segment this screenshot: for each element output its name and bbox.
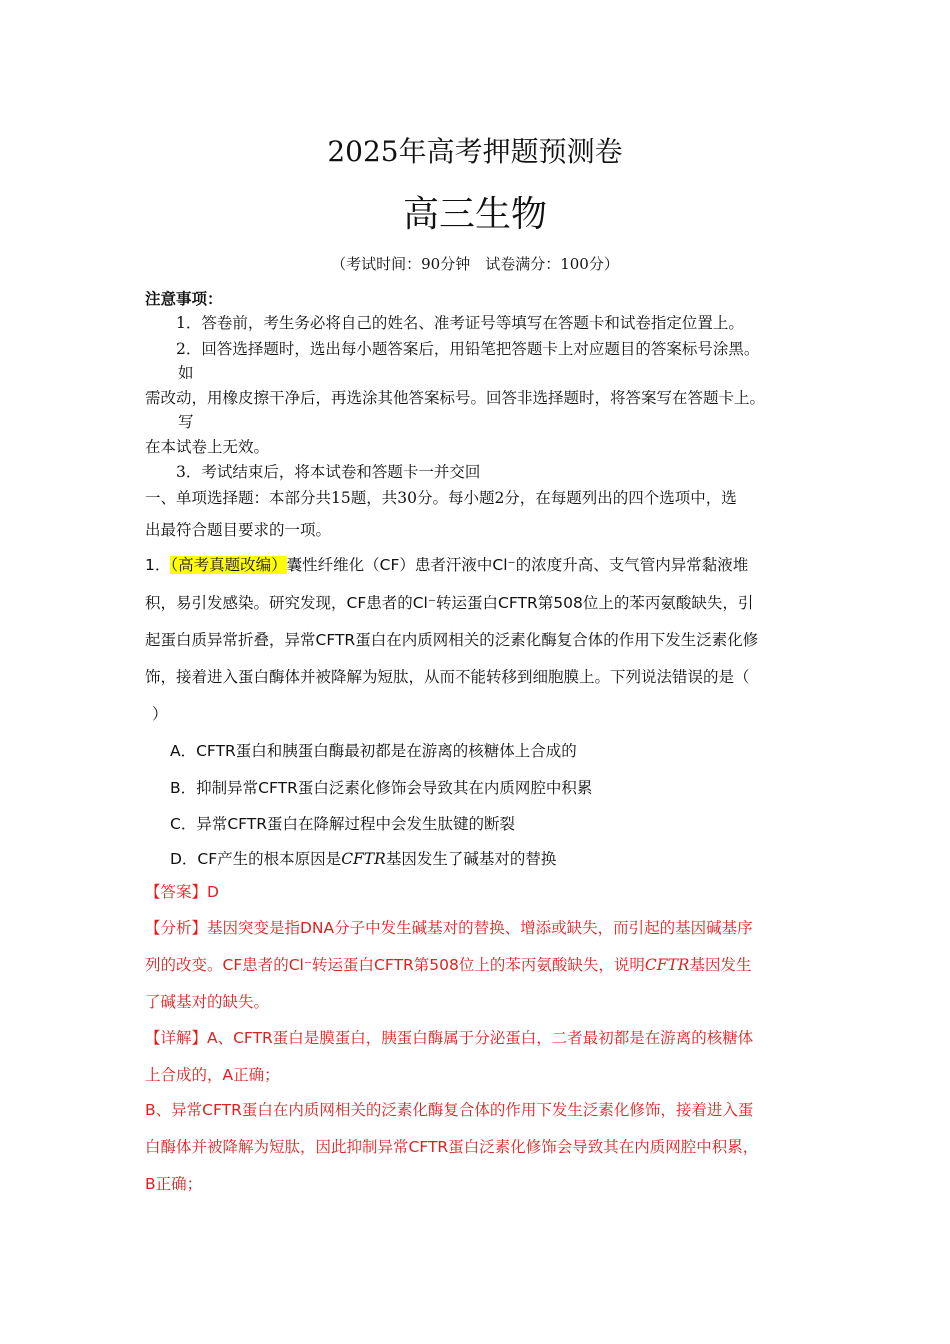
option-a: A．CFTR蛋白和胰蛋白酶最初都是在游离的核糖体上合成的 [170, 742, 577, 760]
detail-line-3: B、异常CFTR蛋白在内质网相关的泛素化酶复合体的作用下发生泛素化修饰，接着进入蛋 [145, 1101, 754, 1119]
exam-title: 2025年高考押题预测卷 [327, 135, 623, 168]
question-1-line-5: ） [152, 705, 168, 723]
notice-item-2-line-2: 需改动，用橡皮擦干净后，再选涂其他答案标号。回答非选择题时，将答案写在答题卡上。 [145, 389, 766, 407]
subject-title: 高三生物 [402, 194, 547, 235]
notice-item-2-fragment-2: 写 [178, 413, 194, 431]
analysis-line-2 [145, 955, 751, 975]
option-b: B．抑制异常CFTR蛋白泛素化修饰会导致其在内质网腔中积累 [170, 779, 593, 797]
detail-line-4: 白酶体并被降解为短肽，因此抑制异常CFTR蛋白泛素化修饰会导致其在内质网腔中积累， [145, 1138, 759, 1156]
notice-item-1: 1．答卷前，考生务必将自己的姓名、准考证号等填写在答题卡和试卷指定位置上。 [176, 314, 744, 332]
notice-item-2-line-1: 2．回答选择题时，选出每小题答案后，用铅笔把答题卡上对应题目的答案标号涂黑。 [176, 340, 760, 358]
section-heading-line-1: 一、单项选择题：本部分共15题，共30分。每小题2分，在每题列出的四个选项中，选 [145, 489, 737, 507]
question-source-tag: （高考真题改编） [170, 556, 287, 574]
analysis-line-1: 【分析】基因突变是指DNA分子中发生碱基对的替换、增添或缺失，而引起的基因碱基序 [145, 919, 753, 937]
notice-item-2-fragment-1: 如 [178, 364, 194, 382]
question-1-line-2: 积，易引发感染。研究发现，CF患者的Cl⁻转运蛋白CFTR第508位上的苯丙氨酸缺失，引 [145, 594, 754, 612]
question-number: 1． [145, 556, 171, 574]
option-d-text-end: 基因发生了碱基对的替换 [385, 850, 557, 868]
notice-heading: 注意事项： [145, 289, 223, 308]
detail-line-5: B正确； [145, 1175, 203, 1193]
answer-label: 【答案】D [145, 883, 219, 901]
analysis-line-2-end: 基因发生 [689, 956, 752, 974]
question-stem-start: 囊性纤维化（CF）患者汗液中Cl⁻的浓度升高、支气管内异常黏液堆 [286, 556, 749, 574]
analysis-gene-name: CFTR [644, 956, 690, 974]
detail-line-1: 【详解】A、CFTR蛋白是膜蛋白，胰蛋白酶属于分泌蛋白，二者最初都是在游离的核糖体 [145, 1029, 754, 1047]
analysis-line-3: 了碱基对的缺失。 [145, 993, 270, 1011]
question-1-line-1 [145, 555, 748, 575]
detail-line-2: 上合成的，A正确； [145, 1066, 280, 1084]
question-1-line-4: 饰，接着进入蛋白酶体并被降解为短肽，从而不能转移到细胞膜上。下列说法错误的是（ [145, 668, 750, 686]
section-heading-line-2: 出最符合题目要求的一项。 [145, 521, 332, 539]
notice-item-2-line-3: 在本试卷上无效。 [145, 438, 270, 456]
option-d [170, 847, 556, 869]
question-1-line-3: 起蛋白质异常折叠，异常CFTR蛋白在内质网相关的泛素化酶复合体的作用下发生泛素化修 [145, 631, 759, 649]
notice-item-3: 3．考试结束后，将本试卷和答题卡一并交回 [176, 463, 481, 481]
option-c: C．异常CFTR蛋白在降解过程中会发生肽键的断裂 [170, 815, 516, 833]
exam-info: （考试时间：90分钟 试卷满分：100分） [331, 255, 619, 273]
option-d-gene-name: CFTR [341, 850, 386, 868]
analysis-line-2-start: 列的改变。CF患者的Cl⁻转运蛋白CFTR第508位上的苯丙氨酸缺失，说明 [145, 956, 645, 974]
option-d-text-start: D．CF产生的根本原因是 [170, 850, 342, 868]
